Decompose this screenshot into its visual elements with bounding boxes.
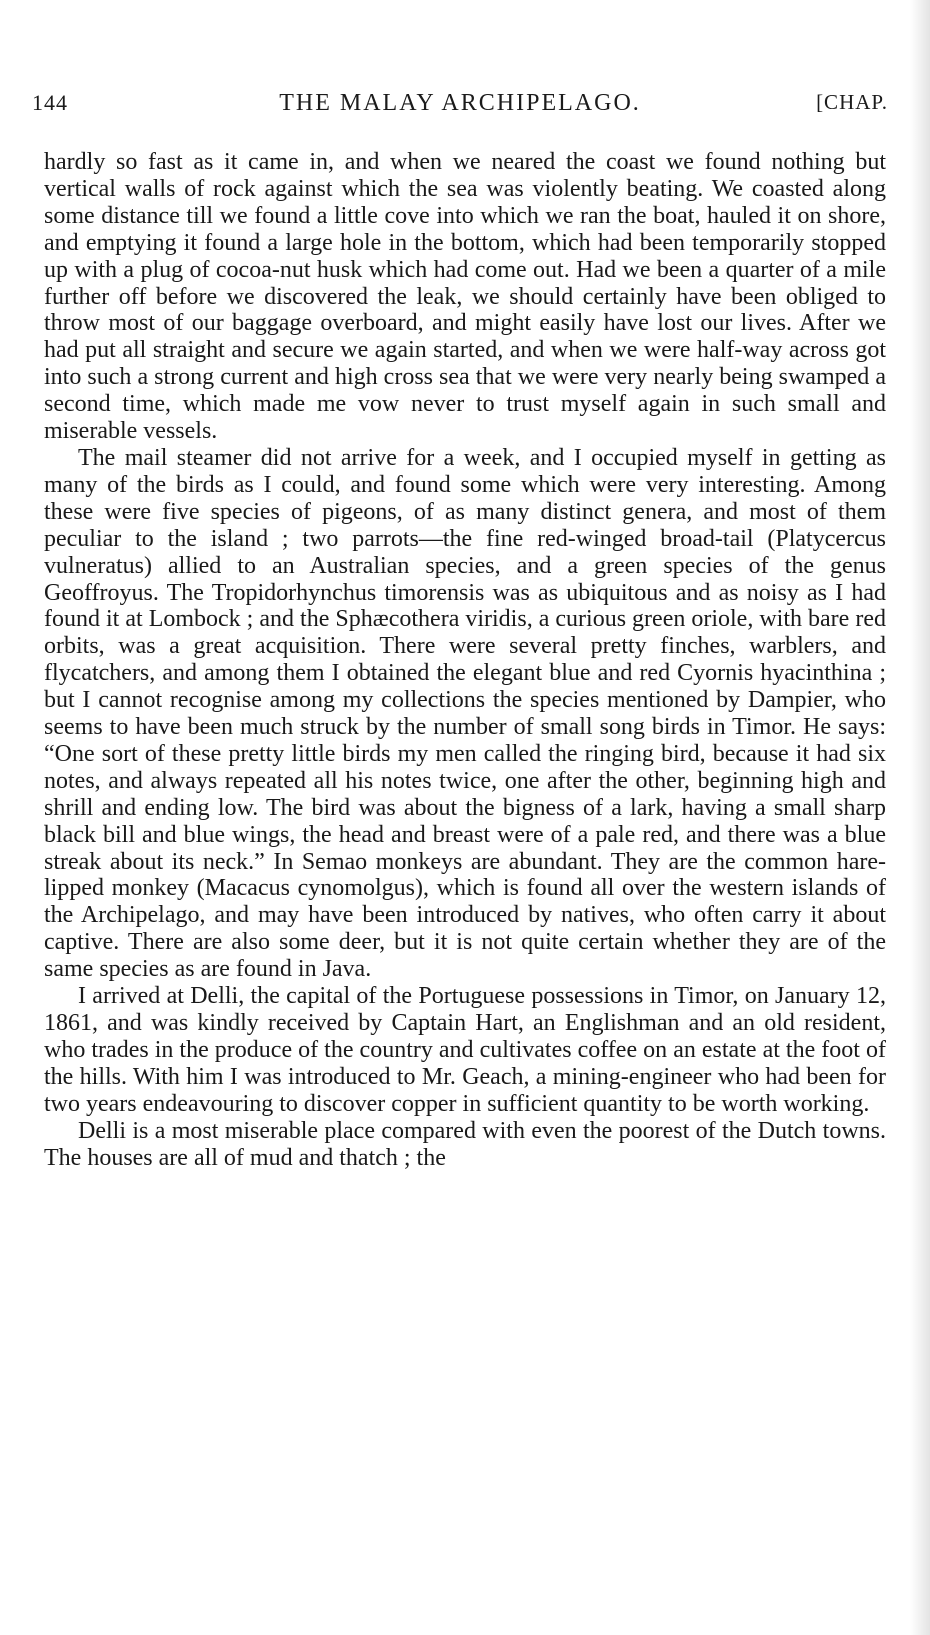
page-header <box>32 90 888 120</box>
body-text <box>44 149 886 1171</box>
running-title: THE MALAY ARCHIPELAGO. <box>279 90 641 116</box>
paragraph-mail-steamer: The mail steamer did not arrive for a week, and I occupied myself in getting as many of the birds as I could, and found some which were very interesting. Among these were five species of pigeons, of as many distinct genera, and most of them peculiar to the island ; two parrots—the fine red-winged broad-tail (Platycercus vulneratus) allied to an Australian species, and a green species of the genus Geoffroyus. The Tropidorhynchus timorensis was as ubiquitous and as noisy as I had found it at Lombock ; and the Sphæcothera viridis, a curious green oriole, with bare red orbits, was a great acquisition. There were several pretty finches, warblers, and flycatchers, and among them I obtained the elegant blue and red Cyornis hyacinthina ; but I cannot recognise among my collections the species mentioned by Dampier, who seems to have been much struck by the number of small song birds in Timor. He says: “One sort of these pretty little birds my men called the ringing bird, because it had six notes, and always repeated all his notes twice, one after the other, beginning high and shrill and ending low. The bird was about the bigness of a lark, having a small sharp black bill and blue wings, the head and breast were of a pale red, and there was a blue streak about its neck.” In Semao monkeys are abundant. They are the common hare-lipped monkey (Macacus cynomolgus), which is found all over the western islands of the Archipelago, and may have been introduced by natives, who often carry it about captive. There are also some deer, but it is not quite certain whether they are of the same species as are found in Java. <box>44 444 886 983</box>
paragraph-arrival-delli: I arrived at Delli, the capital of the Portuguese possessions in Timor, on January 12, 1861, and was kindly received by Captain Hart, an Englishman and an old resident, who trades in the produce of the country and cultivates coffee on an estate at the foot of the hills. With him I was introduced to Mr. Geach, a mining-engineer who had been for two years endeavouring to discover copper in sufficient quantity to be worth working. <box>44 983 886 1117</box>
page-edge-shadow <box>910 0 930 1635</box>
paragraph-delli-description: Delli is a most miserable place compared with even the poorest of the Dutch towns. The houses are all of mud and thatch ; the <box>44 1117 886 1171</box>
page-number: 144 <box>32 90 68 115</box>
paragraph-continued: hardly so fast as it came in, and when we neared the coast we found nothing but vertical walls of rock against which the sea was violently beating. We coasted along some distance till we found a little cove into which we ran the boat, hauled it on shore, and emptying it found a large hole in the bottom, which had been temporarily stopped up with a plug of cocoa-nut husk which had come out. Had we been a quarter of a mile further off before we discovered the leak, we should certainly have been obliged to throw most of our baggage overboard, and might easily have lost our lives. After we had put all straight and secure we again started, and when we were half-way across got into such a strong current and high cross sea that we were very nearly being swamped a second time, which made me vow never to trust myself again in such small and miserable vessels. <box>44 149 886 445</box>
chapter-marker: [CHAP. <box>816 90 888 114</box>
